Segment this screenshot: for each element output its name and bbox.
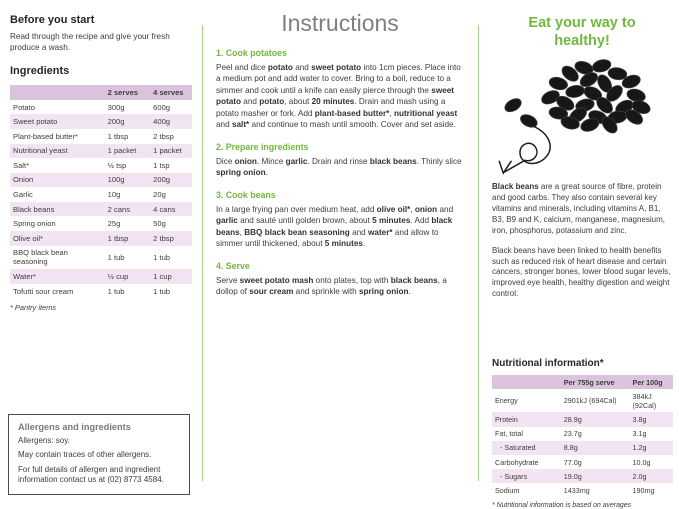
table-row xyxy=(10,284,192,299)
header-cell: Per 755g serve xyxy=(561,375,630,389)
table-cell: 1.2g xyxy=(630,441,673,455)
table-cell: - Sugars xyxy=(492,469,561,483)
allergen-line: For full details of allergen and ingredient information contact us at (02) 8773 4584. xyxy=(18,464,164,485)
before-you-start-body: Read through the recipe and give your fresh produce a wash. xyxy=(10,32,170,53)
table-cell: 200g xyxy=(150,173,192,188)
table-cell: 1 tbsp xyxy=(107,131,129,141)
table-cell: Potato xyxy=(13,102,35,112)
healthy-heading: Eat your way to healthy! xyxy=(528,15,636,50)
table-row xyxy=(492,427,673,441)
table-cell: Onion xyxy=(10,173,105,188)
table-cell: 384kJ (92Cal) xyxy=(632,391,657,410)
table-header-row xyxy=(492,375,673,389)
table-cell: 3.8g xyxy=(630,412,673,426)
table-cell: Sodium xyxy=(495,485,520,495)
header-cell xyxy=(492,375,561,389)
table-cell: Energy xyxy=(495,396,518,406)
table-row xyxy=(10,173,192,188)
table-cell: 1 tbsp xyxy=(105,231,151,246)
table-row xyxy=(492,389,673,412)
table-cell: 1 tsp xyxy=(153,160,170,170)
table-cell: 25g xyxy=(107,219,121,229)
middle-column xyxy=(216,10,464,298)
instructions-steps xyxy=(216,48,464,298)
table-cell: 3.1g xyxy=(632,429,647,439)
table-cell: 600g xyxy=(153,102,171,112)
table-cell: - Saturated xyxy=(492,441,561,455)
header-cell: 4 serves xyxy=(150,85,192,100)
nutrition-section xyxy=(492,358,673,509)
table-cell: 1 tub xyxy=(153,286,171,296)
table-cell: Salt* xyxy=(13,160,30,170)
table-cell: 8.8g xyxy=(561,441,630,455)
step-body: In a large frying pan over medium heat, add olive oil*, onion and garlic and sauté until golden brown, about 5 minutes. Add black beans, BBQ black bean seasoning and water* and allow to simmer until thickened, about 5 minutes. xyxy=(216,204,454,249)
ingredients-title: Ingredients xyxy=(10,65,70,78)
table-cell: 300g xyxy=(107,102,125,112)
table-cell: Nutritional yeast xyxy=(10,144,105,159)
black-beans-image xyxy=(492,54,672,182)
instructions-title: Instructions xyxy=(281,10,399,36)
table-row xyxy=(492,483,673,497)
table-cell: Plant-based butter* xyxy=(13,131,79,141)
table-cell: 2901kJ (694Cal) xyxy=(563,396,617,406)
bean-pile xyxy=(503,58,652,136)
table-cell: 28.9g xyxy=(561,412,630,426)
table-row xyxy=(10,246,192,270)
table-cell: Spring onion xyxy=(13,219,56,229)
table-cell: 1 packet xyxy=(150,144,192,159)
nutrition-table xyxy=(492,375,673,498)
table-row xyxy=(10,144,192,159)
table-row xyxy=(10,129,192,144)
step-body: Peel and dice potato and sweet potato into 1cm pieces. Place into a medium pot and add water to cover. Bring to a boil, reduce to a simmer and cook until a knife can easily pierce through the sweet potato and potato, about 20 minutes. Drain and mash using a potato masher or fork. Add plant-based butter*, nutritional yeast and salt* and continue to mash until smooth. Cover and set aside. xyxy=(216,63,461,130)
table-cell: 2 cans xyxy=(105,202,151,217)
nutrition-title: Nutritional information* xyxy=(492,358,604,369)
table-cell: Carbohydrate xyxy=(495,457,539,467)
table-cell: 23.7g xyxy=(563,429,582,439)
table-row xyxy=(492,469,673,483)
table-cell: ½ tsp xyxy=(107,160,127,170)
before-you-start-title: Before you start xyxy=(10,14,95,26)
allergens-lines xyxy=(18,436,180,486)
table-row xyxy=(492,455,673,469)
table-cell: Tofutti sour cream xyxy=(13,286,74,296)
ingredients-table xyxy=(10,85,192,298)
table-cell: Water* xyxy=(10,269,105,284)
table-cell: 1 tub xyxy=(107,286,125,296)
table-row xyxy=(10,187,192,202)
table-row xyxy=(10,216,192,231)
table-cell: 4 cans xyxy=(150,202,192,217)
allergens-box xyxy=(8,414,190,495)
table-cell: 10g xyxy=(107,190,121,200)
table-row xyxy=(10,114,192,129)
step-heading: 3. Cook beans xyxy=(216,189,276,200)
right-column xyxy=(492,12,672,309)
table-header-row xyxy=(10,85,192,100)
table-cell: ½ cup xyxy=(105,269,151,284)
table-cell: 20g xyxy=(153,190,166,200)
allergen-line: May contain traces of other allergens. xyxy=(18,450,152,460)
table-row xyxy=(492,441,673,455)
header-cell: Per 100g xyxy=(630,375,673,389)
table-cell: 50g xyxy=(153,219,166,229)
allergen-line: Allergens: soy. xyxy=(18,436,70,445)
black-beans-illustration xyxy=(492,54,672,182)
curly-arrow-icon xyxy=(499,127,550,173)
table-cell: 2.0g xyxy=(630,469,673,483)
column-divider-right xyxy=(478,25,479,481)
table-cell: 200g xyxy=(105,114,151,129)
left-column xyxy=(10,14,192,312)
info-paragraph: Black beans have been linked to health benefits such as reduced risk of heart disease and certain cancers, stronger bones, lower blood sugar levels, improved eye health, healthy digestion and weight control. xyxy=(492,245,671,299)
table-cell: BBQ black bean seasoning xyxy=(13,248,68,267)
pantry-items-note: * Pantry items xyxy=(10,303,57,313)
table-cell: 1433mg xyxy=(563,485,590,495)
column-divider-left xyxy=(202,25,203,481)
table-cell: 1 tub xyxy=(107,252,125,262)
black-beans-paragraphs xyxy=(492,182,672,300)
table-cell: 190mg xyxy=(632,485,655,495)
table-cell: 77.0g xyxy=(563,457,582,467)
table-row xyxy=(10,100,192,115)
allergens-title: Allergens and ingredients xyxy=(18,422,131,432)
nutrition-footnote: * Nutritional information is based on averages xyxy=(492,501,632,509)
header-cell: 2 serves xyxy=(105,85,151,100)
table-row xyxy=(10,202,192,217)
table-row xyxy=(492,412,673,426)
table-row xyxy=(10,158,192,173)
table-cell: Black beans xyxy=(10,202,105,217)
table-cell: 10.0g xyxy=(632,457,651,467)
table-cell: Protein xyxy=(492,412,561,426)
step-body: Serve sweet potato mash onto plates, top with black beans, a dollop of sour cream and sprinkle with spring onion. xyxy=(216,275,447,297)
table-cell: 100g xyxy=(105,173,151,188)
table-cell: Garlic xyxy=(13,190,33,200)
info-paragraph: Black beans are a great source of fibre, protein and good carbs. They also contain several key vitamins and minerals, including vitamins A, B1, B3, B9 and K, calcium, manganese, magnesium, iron, phosphorus, potassium and zinc. xyxy=(492,182,665,235)
step-heading: 2. Prepare ingredients xyxy=(216,141,309,152)
table-cell: 2 tbsp xyxy=(150,231,192,246)
table-row xyxy=(10,231,192,246)
table-cell: Fat, total xyxy=(495,429,523,439)
table-row xyxy=(10,269,192,284)
table-cell: 1 cup xyxy=(150,269,192,284)
table-cell: 1 tub xyxy=(153,252,171,262)
table-cell: Sweet potato xyxy=(10,114,105,129)
table-cell: 400g xyxy=(150,114,192,129)
table-cell: Olive oil* xyxy=(10,231,105,246)
step-heading: 4. Serve xyxy=(216,260,250,271)
step-heading: 1. Cook potatoes xyxy=(216,48,287,58)
table-cell: 19.0g xyxy=(561,469,630,483)
table-cell: 1 packet xyxy=(105,144,151,159)
table-cell: 2 tbsp xyxy=(153,131,174,141)
header-cell xyxy=(10,85,105,100)
step-body: Dice onion. Mince garlic. Drain and rinse black beans. Thinly slice spring onion. xyxy=(216,156,462,178)
